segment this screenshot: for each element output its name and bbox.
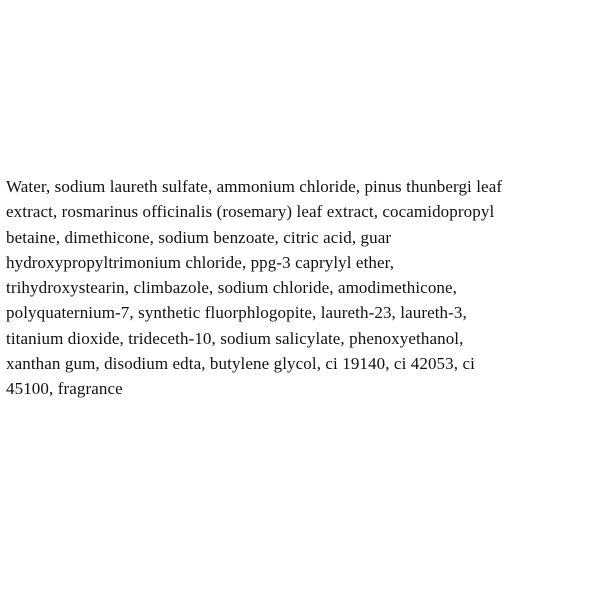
- ingredients-line-5: trihydroxystearin, climbazole, sodium chloride, amodimethicone,: [6, 278, 458, 298]
- ingredients-line-7: titanium dioxide, trideceth-10, sodium salicylate, phenoxyethanol,: [6, 328, 464, 348]
- ingredients-line-3: betaine, dimethicone, sodium benzoate, citric acid, guar: [6, 227, 392, 247]
- ingredients-line-4: hydroxypropyltrimonium chloride, ppg-3 caprylyl ether,: [6, 252, 395, 272]
- ingredients-line-1: Water, sodium laureth sulfate, ammonium chloride, pinus thunbergi leaf: [6, 177, 503, 196]
- ingredients-line-2: extract, rosmarinus officinalis (rosemary) leaf extract, cocamidopropyl: [6, 202, 495, 222]
- ingredients-line-8: xanthan gum, disodium edta, butylene glycol, ci 19140, ci 42053, ci: [6, 354, 475, 374]
- ingredients-line-9: 45100, fragrance: [6, 379, 123, 399]
- ingredients-list: [6, 174, 594, 402]
- ingredients-line-6: polyquaternium-7, synthetic fluorphlogopite, laureth-23, laureth-3,: [6, 303, 467, 323]
